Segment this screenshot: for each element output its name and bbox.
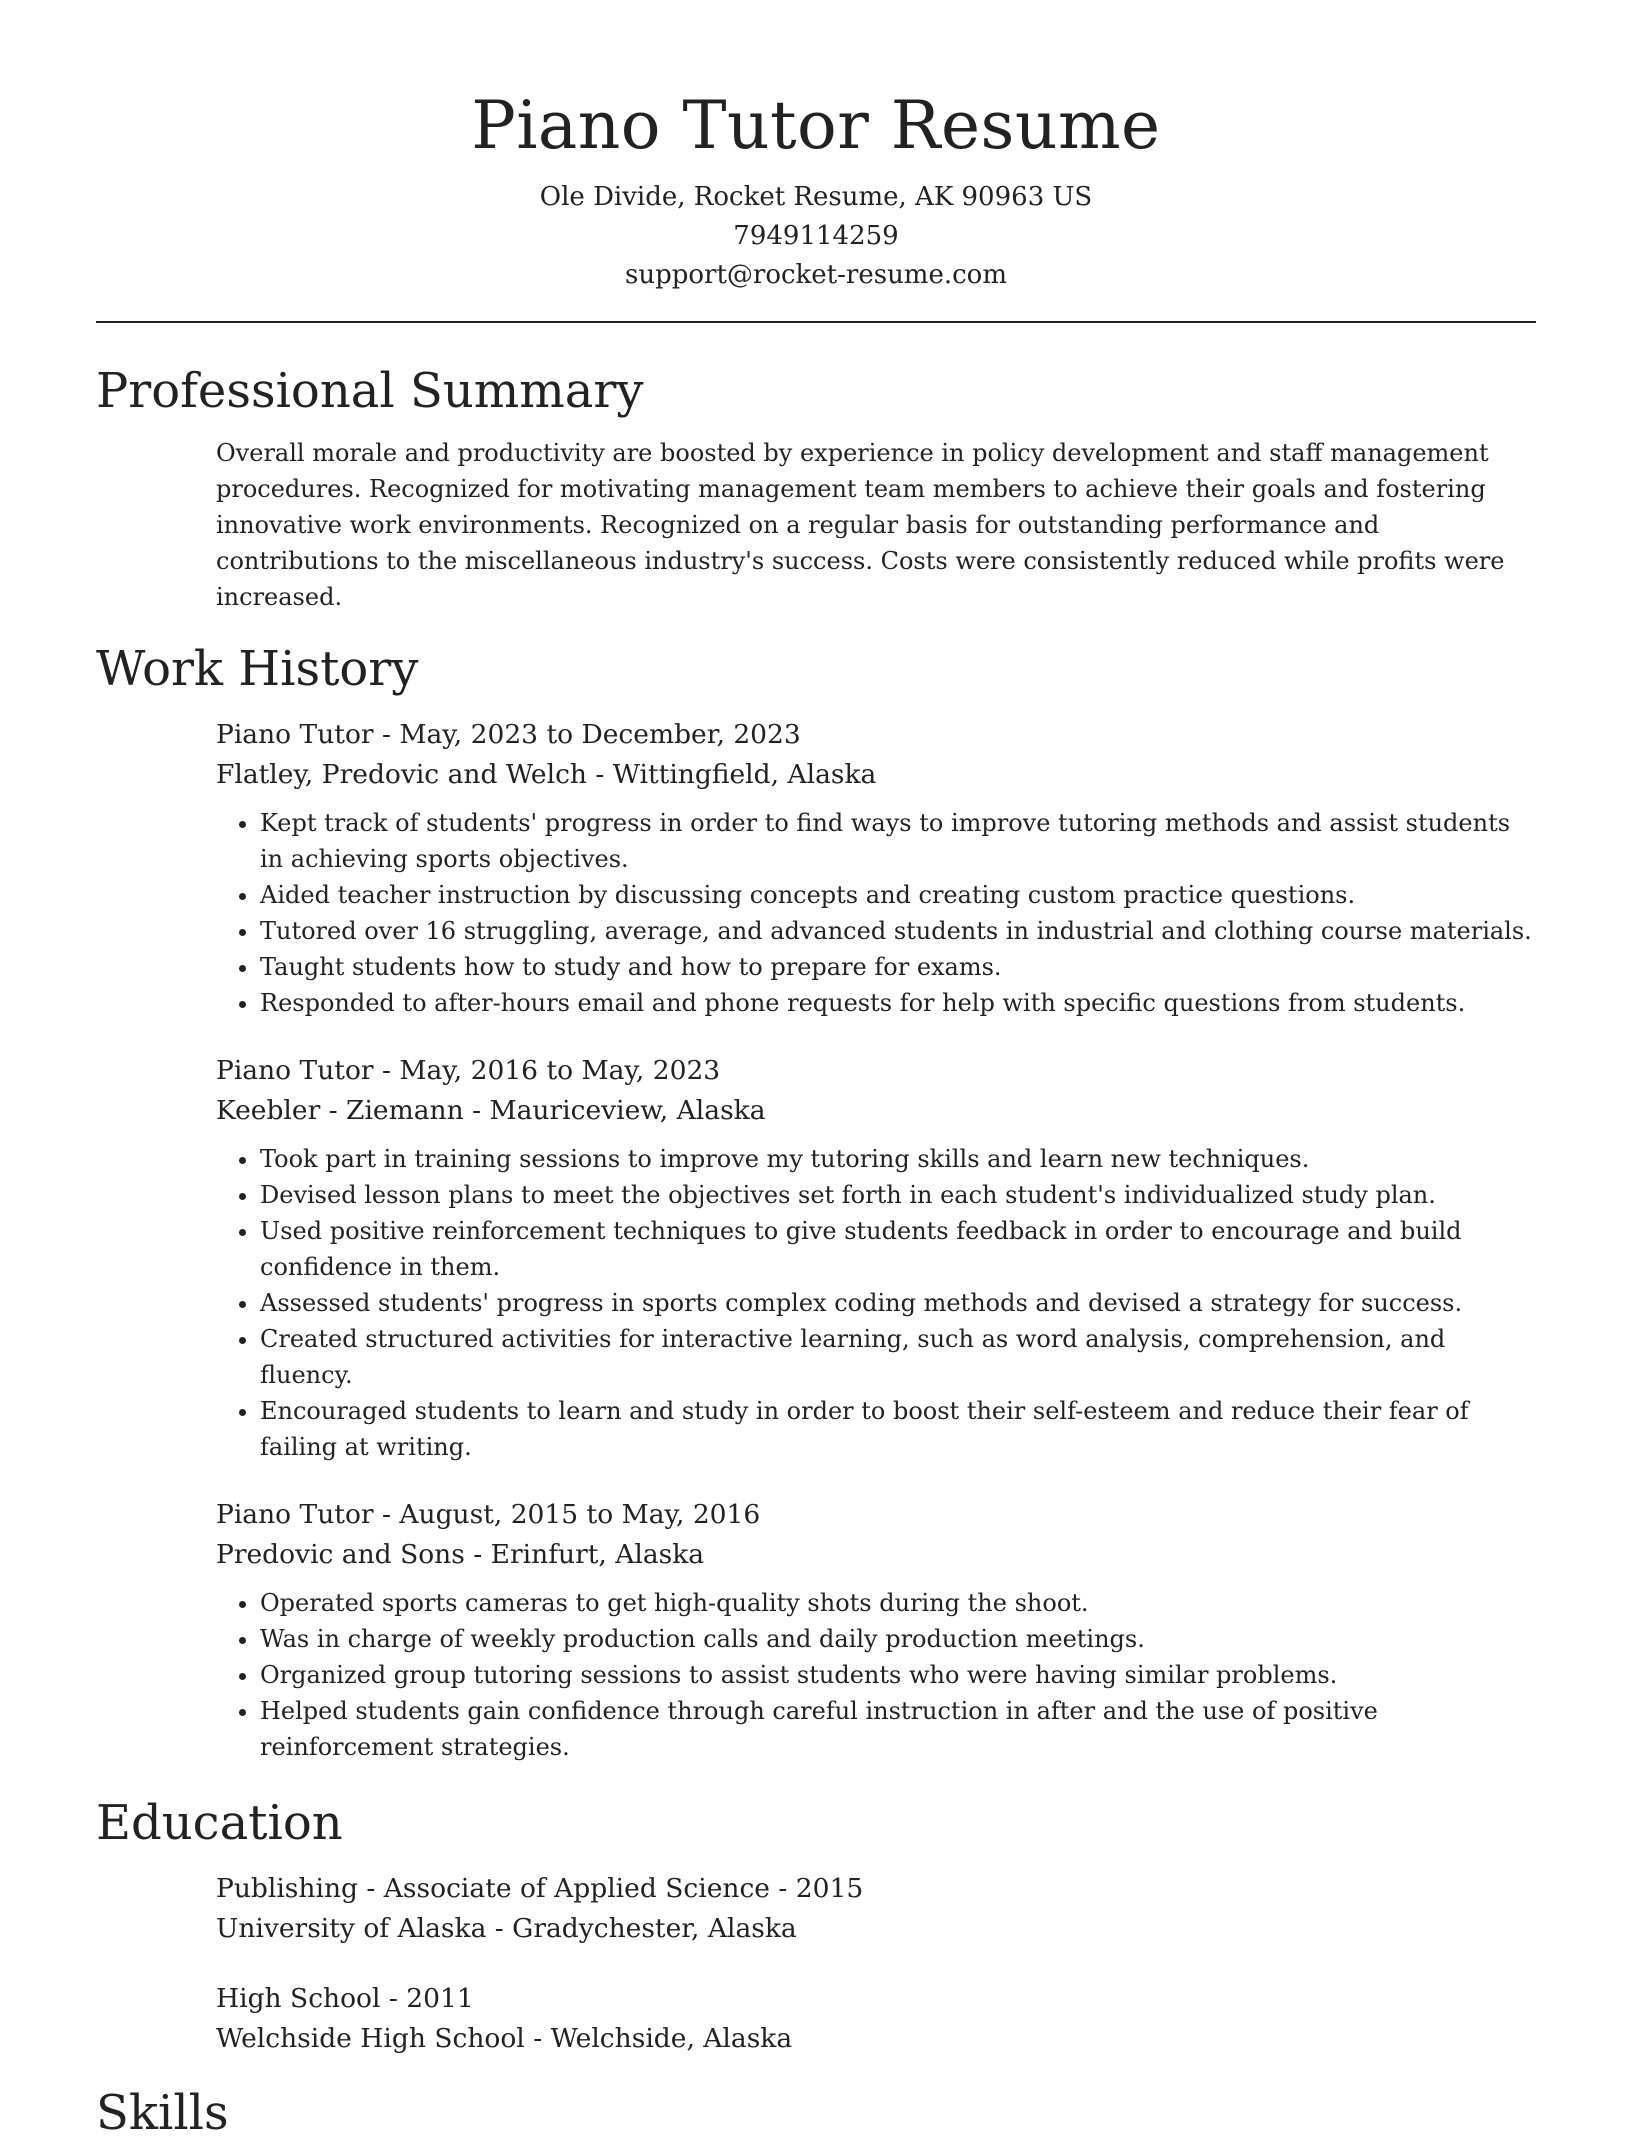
job-bullet: • Helped students gain confidence through careful instruction in after and the use of positive reinforcement strategies. (260, 1693, 1536, 1765)
job-bullet: • Aided teacher instruction by discussing concepts and creating custom practice questions. (260, 877, 1536, 913)
job-bullet: • Created structured activities for interactive learning, such as word analysis, comprehension, and fluency. (260, 1321, 1536, 1393)
job-bullet: • Tutored over 16 struggling, average, and advanced students in industrial and clothing course materials. (260, 913, 1536, 949)
job-bullet: • Devised lesson plans to meet the objectives set forth in each student's individualized study plan. (260, 1177, 1536, 1213)
job-bullet: • Organized group tutoring sessions to assist students who were having similar problems. (260, 1657, 1536, 1693)
job-bullet: • Took part in training sessions to improve my tutoring skills and learn new techniques. (260, 1141, 1536, 1177)
education-school: Welchside High School - Welchside, Alaska (216, 2023, 793, 2054)
job-bullets (216, 1141, 1536, 1465)
education-entry (216, 1979, 1536, 2059)
job-company: Keebler - Ziemann - Mauriceview, Alaska (216, 1095, 766, 1126)
job-heading: Piano Tutor - May, 2023 to December, 2023 (216, 719, 801, 750)
job-company: Flatley, Predovic and Welch - Wittingfield, Alaska (216, 759, 877, 790)
education-degree: Publishing - Associate of Applied Science - 2015 (216, 1873, 864, 1904)
job-entry (216, 1051, 1536, 1465)
education-degree: High School - 2011 (216, 1983, 474, 2014)
job-bullet: • Encouraged students to learn and study in order to boost their self-esteem and reduce their fear of failing at writing. (260, 1393, 1536, 1465)
job-bullet: • Used positive reinforcement techniques to give students feedback in order to encourage and build confidence in them. (260, 1213, 1536, 1285)
resume-title: Piano Tutor Resume (471, 87, 1161, 164)
job-heading: Piano Tutor - May, 2016 to May, 2023 (216, 1055, 721, 1086)
job-entry (216, 715, 1536, 1021)
summary-heading: Professional Summary (96, 363, 644, 419)
job-bullet: • Responded to after-hours email and phone requests for help with specific questions from students. (260, 985, 1536, 1021)
education-heading: Education (96, 1795, 343, 1851)
job-bullet: • Operated sports cameras to get high-quality shots during the shoot. (260, 1585, 1536, 1621)
job-bullet: • Taught students how to study and how to prepare for exams. (260, 949, 1536, 985)
job-bullets (216, 1585, 1536, 1765)
skills-heading: Skills (96, 2085, 229, 2141)
header-divider (96, 321, 1536, 323)
contact-info (96, 178, 1536, 295)
education-entry (216, 1869, 1536, 1949)
job-heading: Piano Tutor - August, 2015 to May, 2016 (216, 1499, 761, 1530)
contact-phone: 7949114259 (733, 221, 899, 251)
resume-header (96, 0, 1536, 295)
job-entry (216, 1495, 1536, 1765)
resume-page (96, 0, 1536, 2143)
job-bullet: • Assessed students' progress in sports complex coding methods and devised a strategy for success. (260, 1285, 1536, 1321)
contact-email: support@rocket-resume.com (624, 260, 1007, 290)
summary-text: Overall morale and productivity are boosted by experience in policy development and staff management procedures. Recognized for motivating management team members to achieve their goals and fostering innovative work environments. Recognized on a regular basis for outstanding performance and contributions to the miscellaneous industry's success. Costs were consistently reduced while profits were increased. (216, 439, 1505, 611)
job-bullet: • Was in charge of weekly production calls and daily production meetings. (260, 1621, 1536, 1657)
contact-address: Ole Divide, Rocket Resume, AK 90963 US (539, 182, 1093, 212)
work-history-heading: Work History (96, 641, 419, 697)
job-bullet: • Kept track of students' progress in order to find ways to improve tutoring methods and assist students in achieving sports objectives. (260, 805, 1536, 877)
job-bullets (216, 805, 1536, 1021)
education-school: University of Alaska - Gradychester, Alaska (216, 1913, 797, 1944)
job-company: Predovic and Sons - Erinfurt, Alaska (216, 1539, 705, 1570)
